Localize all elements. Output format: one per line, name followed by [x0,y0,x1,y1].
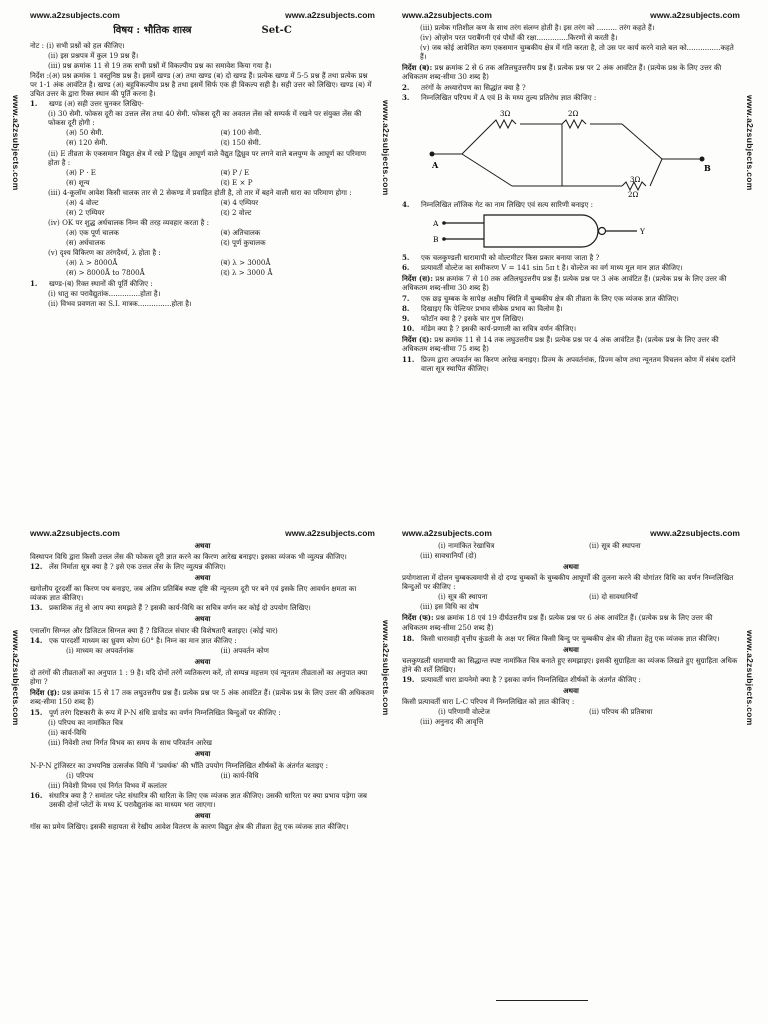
question-number: 18. [402,633,415,643]
option-text: (ii) परिपथ की प्रतिबाधा [589,707,653,717]
text-line: एनालॉग सिग्नल और डिजिटल सिग्नल क्या हैं ? डिजिटल संचार की विशेषताएँ बताइए। (कोई चार) [30,625,278,635]
instruction-label: निर्देश (इ): [30,687,60,697]
terminal-b-label: B [704,162,711,173]
option-text: (i) माध्यम का अपवर्तनांक [66,645,134,655]
question-list [402,253,740,374]
text-line: (iii) निवेशी तथा निर्गत विभव का समय के साथ परिवर्तन आरेख [48,738,212,748]
option-row [30,771,375,780]
resistor-top-label: 2Ω [568,109,579,118]
option-text: (अ) 50 सेमी. [66,128,104,138]
set-label: Set-C [261,24,292,36]
option-row [30,128,375,137]
text-line: चलकुण्डली धारामापी का सिद्धान्त स्पष्ट नामांकित चित्र बनाते हुए समझाइए। इसकी सुग्राहिता का व्यंजक लिखते हुए सुग्राहिता अधिक होने की शर्तें लिखिए। [402,655,738,674]
question-item [402,263,740,272]
option-text: (i) परिणामी वोल्टेज [438,707,490,717]
question-text: तरंगों के अध्यारोपण का सिद्धांत क्या है ? [421,83,526,93]
question-number: 15. [30,708,43,718]
or-separator: अथवा [563,644,579,654]
option-row [30,258,375,267]
question-number: 10. [402,324,415,334]
option-row [30,178,375,187]
option-row [30,208,375,217]
terminal-b [700,156,705,161]
question-text: फोटॉन क्या है ? इसके चार गुण लिखिए। [421,314,524,324]
instruction-text: प्रश्न क्रमांक 15 से 17 तक लघुउत्तरीय प्रश्न हैं। प्रत्येक प्रश्न पर 5 अंक आवंटित हैं। (प्रत्येक प्रश्न के लिए उत्तर की अधिकतम शब्द-सीमा 150 शब्द है) [30,687,374,707]
question-item [30,636,375,645]
text-line: (ii) कार्य-विधि [48,728,87,738]
text-line: निर्देश :(अ) प्रश्न क्रमांक 1 वस्तुनिष्ठ प्रश्न है। इसमें खण्ड (अ) तथा खण्ड (ब) दो खण्ड हैं। प्रत्येक खण्ड में 5-5 प्रश्न हैं तथा प्रत्येक प्रश्न पर 1-1 अंक आवंटित है। खण्ड (अ) बहुविकल्पीय प्रश्न है तथा इसमें सिर्फ एक ही विकल्प सही है। सही उत्तर को लिखिए। खण्ड (ब) में उचित उत्तर के द्वारा रिक्त स्थान की पूर्ति करना है। [30,70,372,99]
page-header [30,528,375,539]
option-text: (स) शून्य [66,177,90,187]
question-text: एक पारदर्शी माध्यम का ध्रुवण कोण 60° है। निम्न का मान ज्ञात कीजिए : [49,635,237,645]
question-text: प्रत्यावर्ती धारा डायनेमो क्या है ? इसका वर्णन निम्नलिखित शीर्षकों के अंतर्गत कीजिए : [421,674,641,684]
option-row [30,238,375,247]
question-number: 19. [402,674,415,684]
question-text: खण्ड (अ) सही उत्तर चुनकर लिखिए- [49,99,144,109]
question-number: 11. [402,355,415,365]
instruction-label: निर्देश (ब): [402,63,433,73]
question-item [30,791,375,809]
question-number: 3. [402,93,410,103]
question-item [402,304,740,313]
question-number: 1. [30,99,38,109]
question-item [30,603,375,612]
gate-input-a [442,221,446,225]
header-site-left: www.a2zsubjects.com [402,528,492,538]
question-text: खण्ड-(ब) रिक्त स्थानों की पूर्ति कीजिए : [49,278,153,288]
option-text: (ब) P / E [220,167,250,177]
subject-title: विषय : भौतिक शास्त्र [113,24,192,36]
option-text: (ब) λ > 3000Å [220,258,271,268]
option-text: (द) λ > 3000 Å [220,268,273,278]
text-line: (i) 30 सेमी. फोकस दूरी का उत्तल लेंस तथा 40 सेमी. फोकस दूरी का अवतल लेंस को सम्पर्क में रखने पर संयुक्त लेंस की फोकस दूरी होगी : [48,109,362,128]
text-line: (ii) इस प्रश्नपत्र में कुल 19 प्रश्न हैं। [48,50,139,60]
question-list [402,23,740,103]
question-list [30,541,375,831]
question-text: निम्नलिखित लॉजिक गेट का नाम लिखिए एवं सत्य सारिणी बनाइए : [421,199,594,209]
terminal-a [430,151,435,156]
option-text: (द) 150 सेमी. [220,138,261,148]
question-item [402,294,740,303]
side-watermark: www.a2zsubjects.com [380,100,391,196]
or-separator: अथवा [563,685,579,695]
text-line: (iii) अनुनाद की आवृत्ति [420,717,484,727]
option-text: (ii) अपवर्तन कोण [220,645,269,655]
header-site-left: www.a2zsubjects.com [30,528,120,538]
option-row [30,228,375,237]
page-header [30,10,375,21]
option-text: (द) पूर्ण कुचालक [220,238,266,248]
instruction-label: निर्देश (द): [402,335,432,345]
instruction-text: प्रश्न क्रमांक 18 एवं 19 दीर्घउत्तरीय प्रश्न हैं। प्रत्येक प्रश्न पर 6 अंक आवंटित हैं। (प्रत्येक प्रश्न के लिए उत्तर की अधिकतम शब्द-सीमा 250 शब्द है) [402,613,713,632]
resistor-circuit-diagram [422,104,722,199]
question-number: 16. [30,790,43,800]
resistor-bottom-label: 2Ω [628,190,639,199]
text-line: (i) परिपथ का नामांकित चित्र [48,718,123,728]
option-row [30,646,375,655]
option-text: (ii) दो सावधानियाँ [589,592,638,602]
page-header [402,528,740,539]
option-text: (ii) सूत्र की स्थापना [589,540,641,550]
instruction-label: निर्देश (फ): [402,613,434,623]
question-number: 9. [402,314,410,324]
option-row [30,198,375,207]
header-site-right: www.a2zsubjects.com [285,528,375,538]
question-number: 14. [30,635,43,645]
header-site-left: www.a2zsubjects.com [402,10,492,20]
question-list [402,200,740,209]
option-text: (अ) λ > 8000Å [66,258,118,268]
text-line: (iii) सावधानियाँ (दो) [420,550,477,560]
gate-input-b-label: B [433,234,439,244]
text-line: (v) दृश्य विकिरण का तरंगदैर्ध्य, λ होता है : [48,248,161,258]
option-text: (स) > 8000Å to 7800Å [66,268,145,278]
option-row [30,138,375,147]
question-text: प्रकाशिक तंतु से आप क्या समझते हैं ? इसकी कार्य-विधि का सचित्र वर्णन कर कोई दो उपयोग लिखिए। [49,603,311,613]
text-line: खगोलीय दूरदर्शी का किरण पथ बनाइए, जब अंतिम प्रतिबिंब स्पष्ट दृष्टि की न्यूनतम दूरी पर बने एवं इसके लिए आवर्धन क्षमता का व्यंजक ज्ञात कीजिए। [30,584,357,603]
option-text: (स) 2 एम्पियर [66,208,105,217]
text-line: (i) धातु का परावैद्युतांक..............होता है। [48,288,161,298]
instruction-text: प्रश्न क्रमांक 7 से 10 तक अतिलघुउत्तरीय प्रश्न हैं। प्रत्येक प्रश्न पर 3 अंक आवंटित हैं। (प्रत्येक प्रश्न के लिए उत्तर की अधिकतम शब्द-सीमा 30 शब्द है) [402,273,727,292]
page-quadrant-bottom-right [402,528,740,1022]
question-text: लेंस निर्माता सूत्र क्या है ? इसे एक उत्तल लेंस के लिए व्युत्पन्न कीजिए। [49,562,226,572]
header-site-right: www.a2zsubjects.com [650,10,740,20]
page-quadrant-bottom-left [30,528,375,1022]
option-text: (ब) अतिचालक [220,228,261,238]
instruction-label: निर्देश (स): [402,273,433,283]
question-number: 13. [30,603,43,613]
text-line: गॉस का प्रमेय लिखिए। इसकी सहायता से रेखीय आवेश वितरण के कारण विद्युत क्षेत्र की तीव्रता हेतु एक व्यंजक ज्ञात कीजिए। [30,821,349,831]
resistor-left-label: 3Ω [500,109,511,118]
text-line: (iii) प्रश्न क्रमांक 11 से 19 तक सभी प्रश्नों में विकल्पीय प्रश्न का समावेश किया गया है। [48,60,272,70]
question-number: 5. [402,252,410,262]
question-text: पूर्ण तरंग दिष्टकारी के रूप में P-N संधि डायोड का वर्णन निम्नलिखित बिन्दुओं पर कीजिए : [49,708,281,718]
text-line: (iv) ओज़ोन परत पराबैंगनी एवं पौधों की रक्षा..............किरणों से करती है। [420,32,618,42]
or-separator: अथवा [194,540,211,550]
end-rule [496,1000,588,1001]
header-site-right: www.a2zsubjects.com [285,10,375,20]
text-line: (ii) E तीव्रता के एकसमान विद्युत क्षेत्र में रखे P द्विध्रुव आघूर्ण वाले वैद्युत द्विध्रुव पर लगने वाले बलयुग्म के आघूर्ण का परिमाण होता है : [48,148,367,167]
question-number: 12. [30,562,43,572]
question-item [402,253,740,262]
side-watermark: www.a2zsubjects.com [10,630,21,726]
question-text: एक चलकुण्डली धारामापी को वोल्टमीटर किस प्रकार बनाया जाता है ? [421,252,600,262]
or-separator: अथवा [194,573,211,583]
question-item [402,675,740,684]
or-separator: अथवा [194,810,211,820]
text-line: (ii) विभव प्रवणता का S.I. मात्रक...............होता है। [48,298,192,308]
question-item [402,83,740,92]
instruction-block [30,688,375,706]
page-quadrant-top-right [402,10,740,515]
option-text: (अ) एक पूर्ण चालक [66,228,119,238]
question-item [402,200,740,209]
option-text: (ब) 4 एम्पियर [220,197,259,207]
text-line: (iii) निवेशी विभव एवं निर्गत विभव में कलांतर [48,780,167,790]
option-row [402,592,740,601]
text-line: किसी प्रत्यावर्ती धारा L-C परिपथ में निम्नलिखित को ज्ञात कीजिए : [402,697,575,707]
option-row [402,707,740,716]
option-text: (i) परिपथ [66,770,94,780]
option-text: (ii) कार्य-विधि [220,770,259,780]
question-item [30,562,375,571]
or-separator: अथवा [194,656,211,666]
question-number: 1. [30,278,38,288]
question-number: 8. [402,303,410,313]
question-text: मॉडेम क्या है ? इसकी कार्य-प्रणाली का सचित्र वर्णन कीजिए। [421,324,577,334]
text-line: N-P-N ट्रांजिस्टर का उभयनिष्ठ उत्सर्जक विधि में 'प्रवर्धक' की भाँति उपयोग निम्नलिखित शीर्षकों के अंतर्गत बताइए : [30,760,328,770]
question-number: 2. [402,83,410,93]
question-item [402,324,740,333]
question-text: दिखाइए कि पेल्टियर प्रभाव सीबेक प्रभाव का विलोम है। [421,303,563,313]
or-separator: अथवा [563,562,579,572]
option-row [30,168,375,177]
question-item [30,708,375,717]
instruction-text: प्रश्न क्रमांक 2 से 6 तक अतिलघुउत्तरीय प्रश्न हैं। प्रत्येक प्रश्न पर 2 अंक आवंटित हैं। (प्रत्येक प्रश्न के लिए उत्तर की अधिकतम शब्द-सीमा 30 शब्द है) [402,63,722,82]
question-text: एक छड़ चुम्बक के सापेक्ष अक्षीय स्थिति में चुम्बकीय क्षेत्र की तीव्रता के लिए एक व्यंजक ज्ञात कीजिए। [421,293,679,303]
question-text: किसी धारावाही वृत्तीय कुंडली के अक्ष पर स्थित किसी बिन्दु पर चुम्बकीय क्षेत्र की तीव्रता हेतु एक व्यंजक ज्ञात कीजिए। [421,633,720,643]
gate-input-b [442,237,446,241]
option-row [30,268,375,277]
question-text: संधारित्र क्या है ? समांतर प्लेट संधारित्र की धारिता के लिए एक व्यंजक ज्ञात कीजिए। उसकी धारिता पर क्या प्रभाव पड़ेगा जब उसकी दोनों प्लेटों के मध्य K परावैद्युतांक का माध्यम भरा जाएगा। [49,790,367,809]
question-item [402,314,740,323]
exam-title [30,25,375,38]
side-watermark: www.a2zsubjects.com [10,95,21,191]
question-text: प्रत्यावर्ती वोल्टेज का समीकरण V = 141 sin 5π t है। वोल्टेज का वर्ग माध्य मूल मान ज्ञात कीजिए। [421,262,683,272]
text-line: (iii) इस विधि का दोष [420,602,479,612]
gate-input-a-label: A [433,218,439,228]
header-site-left: www.a2zsubjects.com [30,10,120,20]
text-line: दो तरंगों की तीव्रताओं का अनुपात 1 : 9 है। यदि दोनों तरंगें व्यतिकरण करें, तो सम्पन्न महत्तम एवं न्यूनतम तीव्रताओं का अनुपात क्या होगा ? [30,667,368,686]
text-line: (iii) प्रत्येक गतिशील कण के साथ तरंग संलग्न होती है। इस तरंग को ......... तरंग कहते हैं। [420,22,655,32]
text-line: प्रयोगशाला में दोलन चुम्बकत्वमापी से दो दण्ड चुम्बकों के चुम्बकीय आघूर्णों की तुलना करने की योगांतर विधि का वर्णन निम्नलिखित बिन्दुओं पर कीजिए : [402,573,734,592]
question-item [402,93,740,102]
or-separator: अथवा [194,749,211,759]
option-text: (ब) 100 सेमी. [220,128,262,138]
option-text: (i) सूत्र की स्थापना [438,592,488,602]
instruction-block [402,613,740,631]
option-text: (द) E × P [220,177,253,187]
question-item [402,634,740,643]
option-text: (स) अर्धचालक [66,238,105,248]
question-item [30,99,375,108]
or-separator: अथवा [194,614,211,624]
option-text: (अ) P · E [66,167,96,177]
instruction-block [402,274,740,292]
question-number: 6. [402,262,410,272]
option-row [402,541,740,550]
logic-gate-diagram [432,210,652,252]
text-line: (iii) 4-कूलॉम आवेश किसी चालक तार से 2 सेकण्ड में प्रवाहित होती है, तो तार में बहने वाली धारा का परिमाण होगा : [48,187,352,197]
instruction-text: प्रश्न क्रमांक 11 से 14 तक लघुउत्तरीय प्रश्न हैं। प्रत्येक प्रश्न पर 4 अंक आवंटित हैं। (प्रत्येक प्रश्न के लिए उत्तर की अधिकतम शब्द-सीमा 75 शब्द है) [402,335,719,354]
question-number: 7. [402,293,410,303]
instruction-block [402,63,740,81]
instruction-block [402,335,740,353]
option-text: (द) 2 वोल्ट [220,208,252,217]
side-watermark: www.a2zsubjects.com [744,630,755,726]
page-quadrant-top-left [30,10,375,515]
question-item [30,279,375,288]
gate-output-label: Y [640,226,645,236]
question-number: 4. [402,199,410,209]
text-line: विस्थापन विधि द्वारा किसी उत्तल लेंस की फोकस दूरी ज्ञात करने का किरण आरेख बनाइए। इसका व्यंजक भी व्युत्पन्न कीजिए। [30,551,347,561]
side-watermark: www.a2zsubjects.com [380,620,391,716]
option-text: (अ) 4 वोल्ट [66,197,99,207]
option-text: (स) 120 सेमी. [66,138,108,148]
question-text: प्रिज्म द्वारा अपवर्तन का किरण आरेख बनाइए। प्रिज्म के अपवर्तनांक, प्रिज्म कोण तथा न्यूनतम विचलन कोण में संबंध दर्शाने वाला सूत्र स्थापित कीजिए। [421,355,736,374]
question-list [402,541,740,726]
text-line: (iv) OK पर शुद्ध अर्धचालक निम्न की तरह व्यवहार करता है : [48,218,210,228]
question-text: निम्नलिखित परिपथ में A एवं B के मध्य तुल्य प्रतिरोध ज्ञात कीजिए : [421,93,597,103]
text-line: नोट : (i) सभी प्रश्नों को हल कीजिए। [30,40,125,50]
side-watermark: www.a2zsubjects.com [744,95,755,191]
text-line: (v) जब कोई आवेशित कण एकसमान चुम्बकीय क्षेत्र में गति करता है, तो उस पर कार्य करने वाले बल को...............कहते हैं। [420,43,734,62]
option-text: (i) नामांकित रेखाचित्र [438,540,495,550]
resistor-right-label: 3Ω [630,175,641,184]
terminal-a-label: A [432,159,439,170]
question-list [30,41,375,308]
header-site-right: www.a2zsubjects.com [650,528,740,538]
question-item [402,355,740,373]
page-header [402,10,740,21]
